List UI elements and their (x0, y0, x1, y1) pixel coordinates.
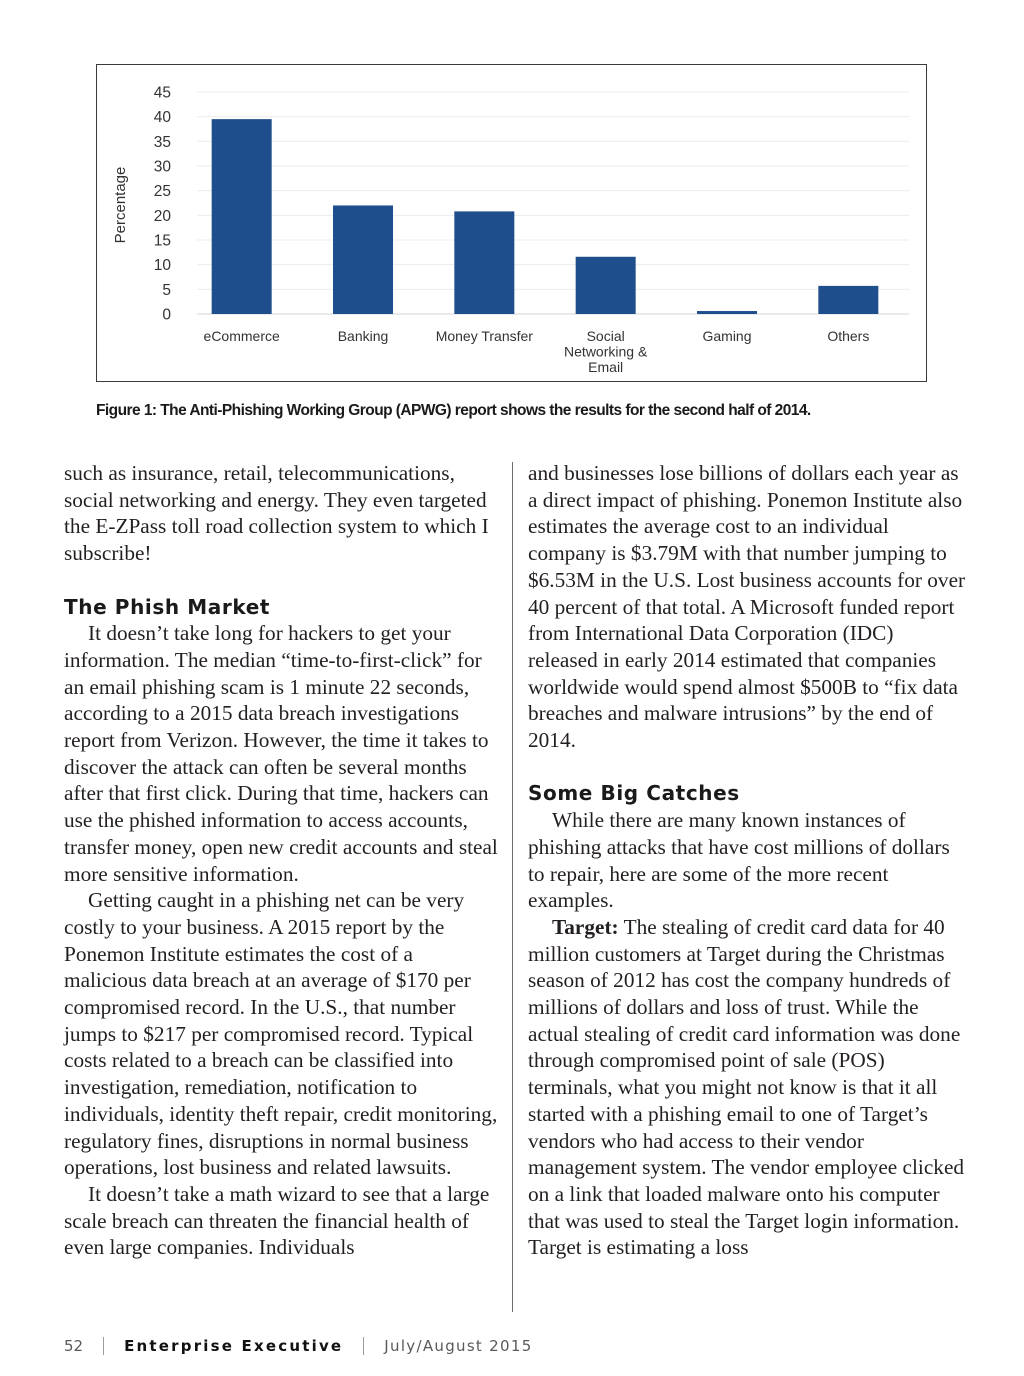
x-category-label: Gaming (702, 328, 752, 344)
y-axis-label: Percentage (112, 166, 129, 244)
footer-divider (103, 1337, 104, 1355)
y-tick-label: 0 (162, 306, 171, 324)
y-tick-label: 15 (153, 232, 171, 250)
bar (454, 211, 514, 314)
y-tick-label: 10 (153, 257, 171, 275)
issue-date: July/August 2015 (384, 1337, 533, 1355)
page-number: 52 (64, 1337, 84, 1355)
bar-chart (97, 65, 926, 381)
x-category-label: Money Transfer (435, 328, 533, 344)
figure-1-chart (96, 64, 927, 382)
y-tick-label: 35 (153, 133, 171, 151)
paragraph: and businesses lose billions of dollars each year as a direct impact of phishing. Ponemon Institute also estimates the average cost to an individual company is $3.79M with that number jumping to $6.53M in the U.S. Lost business accounts for over 40 percent of that total. A Microsoft funded report from International Data Corporation (IDC) released in early 2014 estimated that companies worldwide would spend almost $500B to “fix data breaches and malware intrusions” by the end of 2014. (528, 461, 966, 753)
paragraph: While there are many known instances of phishing attacks that have cost millions of dollars to repair, here are some of the more recent examples. (528, 808, 950, 913)
section-heading-phish-market: The Phish Market (64, 594, 271, 619)
bar (212, 119, 272, 314)
x-category-label: Social Networking & Email (564, 328, 648, 375)
paragraph: such as insurance, retail, telecommunications, social networking and energy. They even targeted the E-ZPass toll road collection system to which I subscribe! (64, 461, 489, 566)
magazine-title: Enterprise Executive (124, 1337, 344, 1355)
x-category-label: eCommerce (203, 328, 280, 344)
y-tick-label: 20 (153, 207, 171, 225)
column-divider (512, 462, 513, 1312)
x-category-label: Others (827, 328, 870, 344)
paragraph: It doesn’t take a math wizard to see that a large scale breach can threaten the financial health of even large companies. Individuals (64, 1181, 490, 1260)
bar (697, 311, 757, 314)
paragraph-text: The stealing of credit card data for 40 million customers at Target during the Christmas season of 2012 has cost the company hundreds of millions of dollars and loss of trust. While the actual stealing of credit card information was done through compromised point of sale (POS) terminals, what you might not know is that it all started with a phishing email to one of Target’s vendors who had access to their vendor management system. The vendor employee clicked on a link that loaded malware onto his computer that was used to steal the Target login information. Target is estimating a loss (528, 914, 965, 1260)
page-footer (64, 1334, 533, 1358)
footer-divider (363, 1337, 364, 1355)
paragraph: It doesn’t take long for hackers to get your information. The median “time-to-first-click” for an email phishing scam is 1 minute 22 seconds, according to a 2015 data breach investigations report from Verizon. However, the time it takes to discover the attack can often be several months after that first click. During that time, hackers can use the phished information to access accounts, transfer money, open new credit accounts and steal more sensitive information. (64, 621, 498, 886)
lead-in-target: Target: (552, 914, 619, 939)
y-tick-label: 45 (153, 84, 171, 102)
y-tick-label: 5 (162, 281, 171, 299)
bar (818, 286, 878, 314)
section-heading-big-catches: Some Big Catches (528, 781, 740, 806)
x-category-label: Banking (337, 328, 389, 344)
bar (333, 205, 393, 314)
paragraph: Getting caught in a phishing net can be very costly to your business. A 2015 report by the Ponemon Institute estimates the cost of a malicious data breach at an average of $170 per compromised record. In the U.S., that number jumps to $217 per compromised record. Typical costs related to a breach can be classified into investigation, remediation, notification to individuals, identity theft repair, credit monitoring, regulatory fines, disruptions in normal business operations, lost business and related lawsuits. (64, 888, 498, 1180)
figure-caption: Figure 1: The Anti-Phishing Working Group (APWG) report shows the results for the second half of 2014. (96, 402, 811, 419)
y-tick-label: 40 (153, 109, 171, 127)
paragraph (528, 914, 968, 1261)
y-tick-label: 30 (153, 158, 171, 176)
y-tick-label: 25 (153, 183, 171, 201)
article-column-left (64, 460, 500, 1261)
bar (576, 257, 636, 314)
article-column-right (528, 460, 968, 1261)
